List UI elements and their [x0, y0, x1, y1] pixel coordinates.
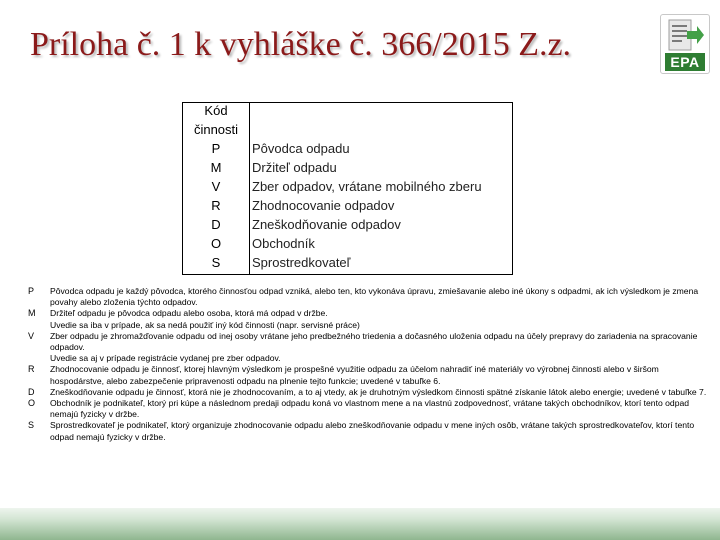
definition-code: O — [28, 398, 36, 409]
definition-code: M — [28, 308, 36, 319]
definition-item — [28, 331, 708, 365]
definition-text: Zhodnocovanie odpadu je činnosť, ktorej hlavným výsledkom je prospešné využitie odpadu za účelom nahradiť iné materiály vo výrobnej činnosti alebo v širšom hospodárstve, alebo zabezpečenie pripravenosti odpadu na plnenie tejto funkcie; uvedené v tabuľke 6. — [50, 364, 659, 386]
header-activity: činnosti — [183, 122, 250, 141]
definition-code: S — [28, 420, 35, 431]
row-label: Držiteľ odpadu — [252, 160, 337, 175]
row-label: Zhodnocovanie odpadov — [252, 198, 395, 213]
row-code: O — [183, 236, 250, 255]
definition-note: Uvedie sa iba v prípade, ak sa nedá použiť iný kód činnosti (napr. servisné práce) — [50, 319, 360, 330]
row-label: Zber odpadov, vrátane mobilného zberu — [252, 179, 482, 194]
epa-logo — [660, 14, 710, 74]
row-label: Zneškodňovanie odpadov — [252, 217, 401, 232]
definition-text: Držiteľ odpadu je pôvodca odpadu alebo osoba, ktorá má odpad v držbe. — [50, 308, 328, 319]
document-arrow-icon — [665, 18, 705, 52]
definition-text: Sprostredkovateľ je podnikateľ, ktorý organizuje zhodnocovanie odpadu alebo zneškodňovanie odpadu v mene iných osôb, vrátane takých sprostredkovateľov, ktorí tento odpad nemajú fyzicky v držbe. — [50, 420, 695, 442]
definition-note: Uvedie sa aj v prípade registrácie vydanej pre zber odpadov. — [50, 353, 281, 364]
row-label: Pôvodca odpadu — [252, 141, 350, 156]
definition-item — [28, 398, 708, 420]
table-row — [183, 179, 513, 198]
header-code: Kód — [183, 103, 250, 123]
activity-code-table — [182, 102, 513, 275]
definition-item — [28, 420, 708, 442]
table-row — [183, 255, 513, 275]
definition-text: Pôvodca odpadu je každý pôvodca, ktorého činnosťou odpad vzniká, alebo ten, kto vykonáva úpravu, zmiešavanie alebo iné úkony s odpadmi, ak ich výsledkom je zmena povahy alebo zloženia týchto odpadov. — [50, 286, 699, 308]
row-label: Obchodník — [252, 236, 315, 251]
row-code: R — [183, 198, 250, 217]
table-row — [183, 160, 513, 179]
row-code: S — [183, 255, 250, 275]
row-code: V — [183, 179, 250, 198]
table-row — [183, 198, 513, 217]
footer-gradient-bar — [0, 508, 720, 540]
table-header-row — [183, 103, 513, 123]
definition-code: V — [28, 330, 35, 341]
table-row — [183, 236, 513, 255]
page-title: Príloha č. 1 k vyhláške č. 366/2015 Z.z. — [30, 26, 572, 63]
definition-text: Obchodník je podnikateľ, ktorý pri kúpe a následnom predaji odpadu koná vo vlastnom mene a na vlastnú zodpovednosť, vrátane takých obchodníkov, ktorí tento odpad nemajú fyzicky v držbe. — [50, 398, 690, 420]
logo-text: EPA — [665, 53, 705, 71]
row-code: D — [183, 217, 250, 236]
definition-code: R — [28, 364, 35, 375]
definition-item — [28, 364, 708, 386]
table-header-row — [183, 122, 513, 141]
definition-item — [28, 286, 708, 308]
definition-text: Zber odpadu je zhromažďovanie odpadu od inej osoby vrátane jeho predbežného triedenia a dočasného uloženia odpadu na účely prepravy do zariadenia na spracovanie odpadov. — [50, 330, 698, 353]
table-row — [183, 217, 513, 236]
row-code: M — [183, 160, 250, 179]
table-row — [183, 141, 513, 160]
row-label: Sprostredkovateľ — [252, 255, 351, 270]
definition-item — [28, 387, 708, 398]
definitions-list — [28, 286, 708, 443]
definition-code: P — [28, 286, 35, 296]
row-code: P — [183, 141, 250, 160]
definition-item — [28, 308, 708, 330]
definition-text: Zneškodňovanie odpadu je činnosť, ktorá nie je zhodnocovaním, a to aj vtedy, ak je druhotným výsledkom činnosti spätné získanie látok alebo energie; uvedené v tabuľke 7. — [50, 386, 707, 397]
definition-code: D — [28, 386, 35, 397]
